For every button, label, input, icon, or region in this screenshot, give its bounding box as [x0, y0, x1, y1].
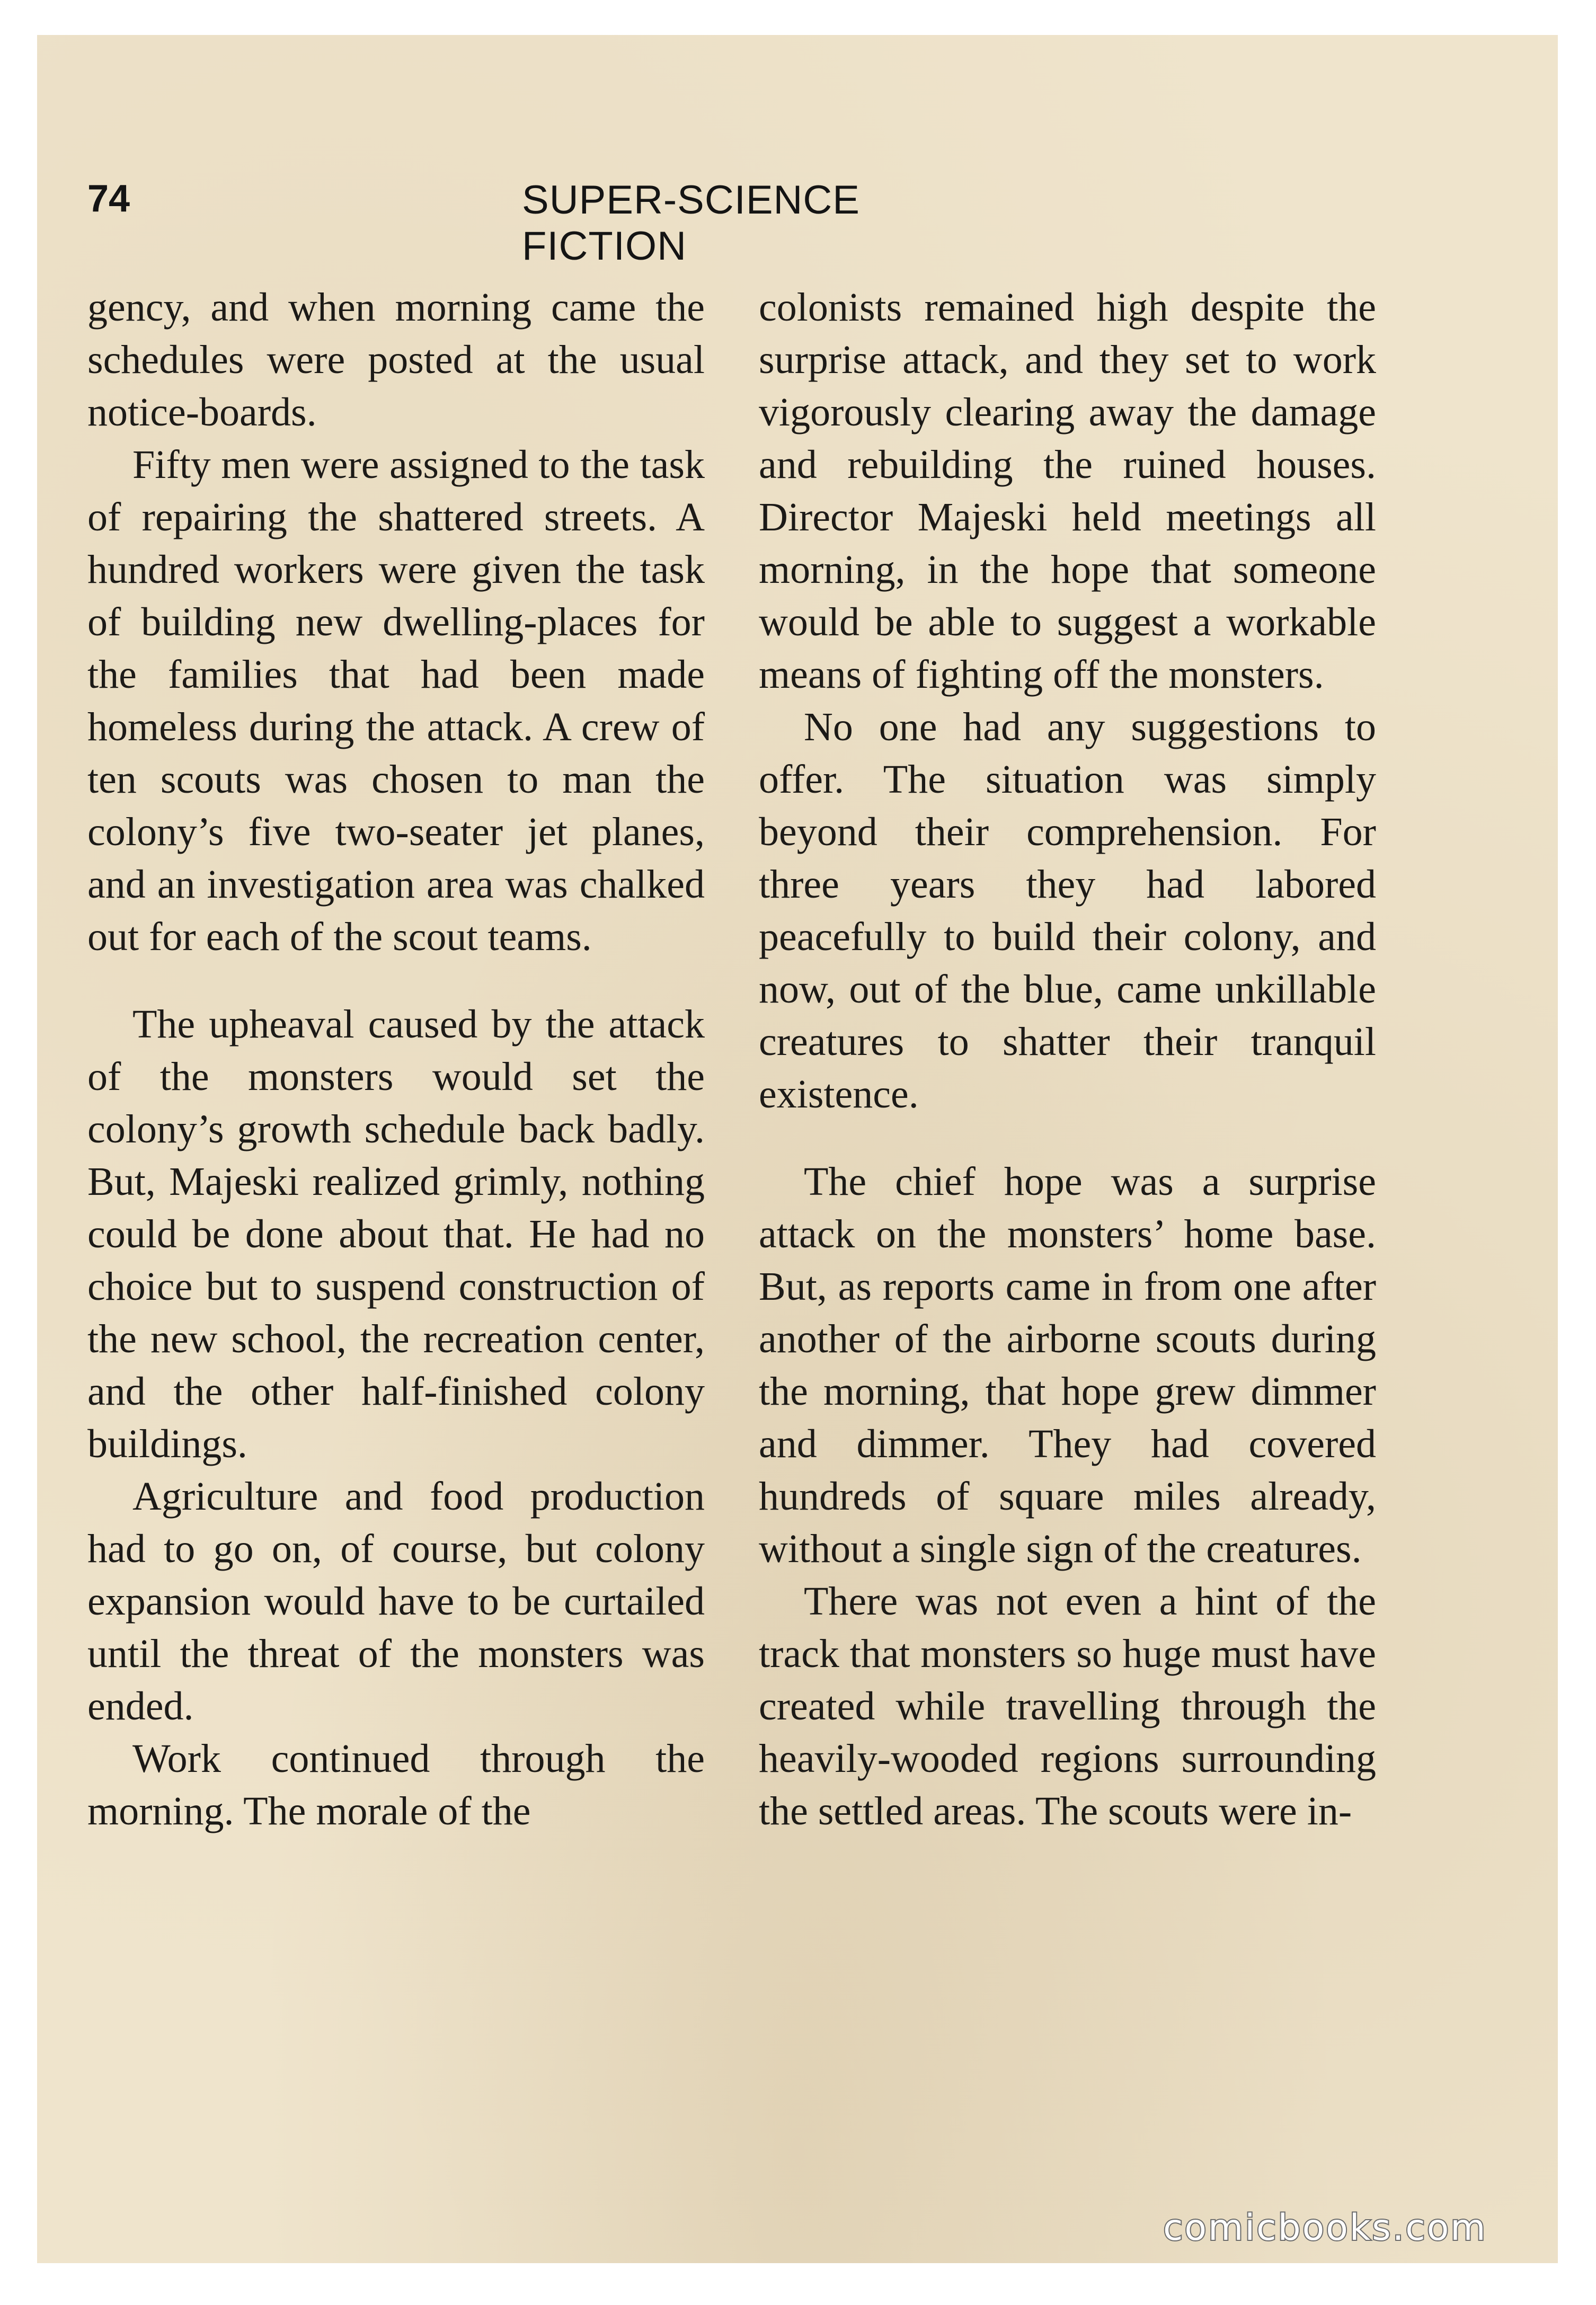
paragraph: gency, and when morning came the schedules were posted at the usual notice-boards. [87, 285, 705, 435]
paragraph: Work continued through the morning. The morale of the [87, 1736, 705, 1833]
running-head [87, 177, 1031, 269]
magazine-title: SUPER-SCIENCE FICTION [522, 178, 860, 269]
paragraph: The upheaval caused by the attack of the monsters would set the colony’s growth schedule back badly. But, Majeski realized grimly, nothing could be done about that. He had no choice but to suspend construction of the new school, the recreation center, and the other half-finished colony buildings. [87, 1002, 705, 1466]
paragraph: The chief hope was a surprise attack on the monsters’ home base. But, as reports came in from one after another of the airborne scouts during the morning, that hope grew dimmer and dimmer. They had covered hundreds of square miles already, without a single sign of the creatures. [759, 1159, 1376, 1571]
watermark-logo: comicbooks.com [1163, 2207, 1487, 2249]
page-number: 74 [87, 178, 130, 220]
paragraph: No one had any suggestions to offer. The situation was simply beyond their comprehension. For three years they had labored peacefully to build their colony, and now, out of the blue, came unkillable creatures to shatter their tranquil existence. [759, 705, 1376, 1116]
paragraph: Agriculture and food production had to go on, of course, but colony expansion would have to be curtailed until the threat of the monsters was ended. [87, 1474, 705, 1728]
right-column [759, 281, 1376, 1838]
magazine-page [37, 35, 1558, 2263]
left-column [87, 281, 705, 1838]
paragraph: There was not even a hint of the track that monsters so huge must have created while travelling through the heavily-wooded regions surrounding the settled areas. The scouts were in- [759, 1579, 1376, 1833]
paragraph: colonists remained high despite the surprise attack, and they set to work vigorously clearing away the damage and rebuilding the ruined houses. Director Majeski held meetings all morning, in the hope that someone would be able to suggest a workable means of fighting off the monsters. [759, 285, 1376, 697]
paragraph: Fifty men were assigned to the task of repairing the shattered streets. A hundred workers were given the task of building new dwelling-places for the families that had been made homeless during the attack. A crew of ten scouts was chosen to man the colony’s five two-seater jet planes, and an investigation area was chalked out for each of the scout teams. [87, 442, 705, 959]
